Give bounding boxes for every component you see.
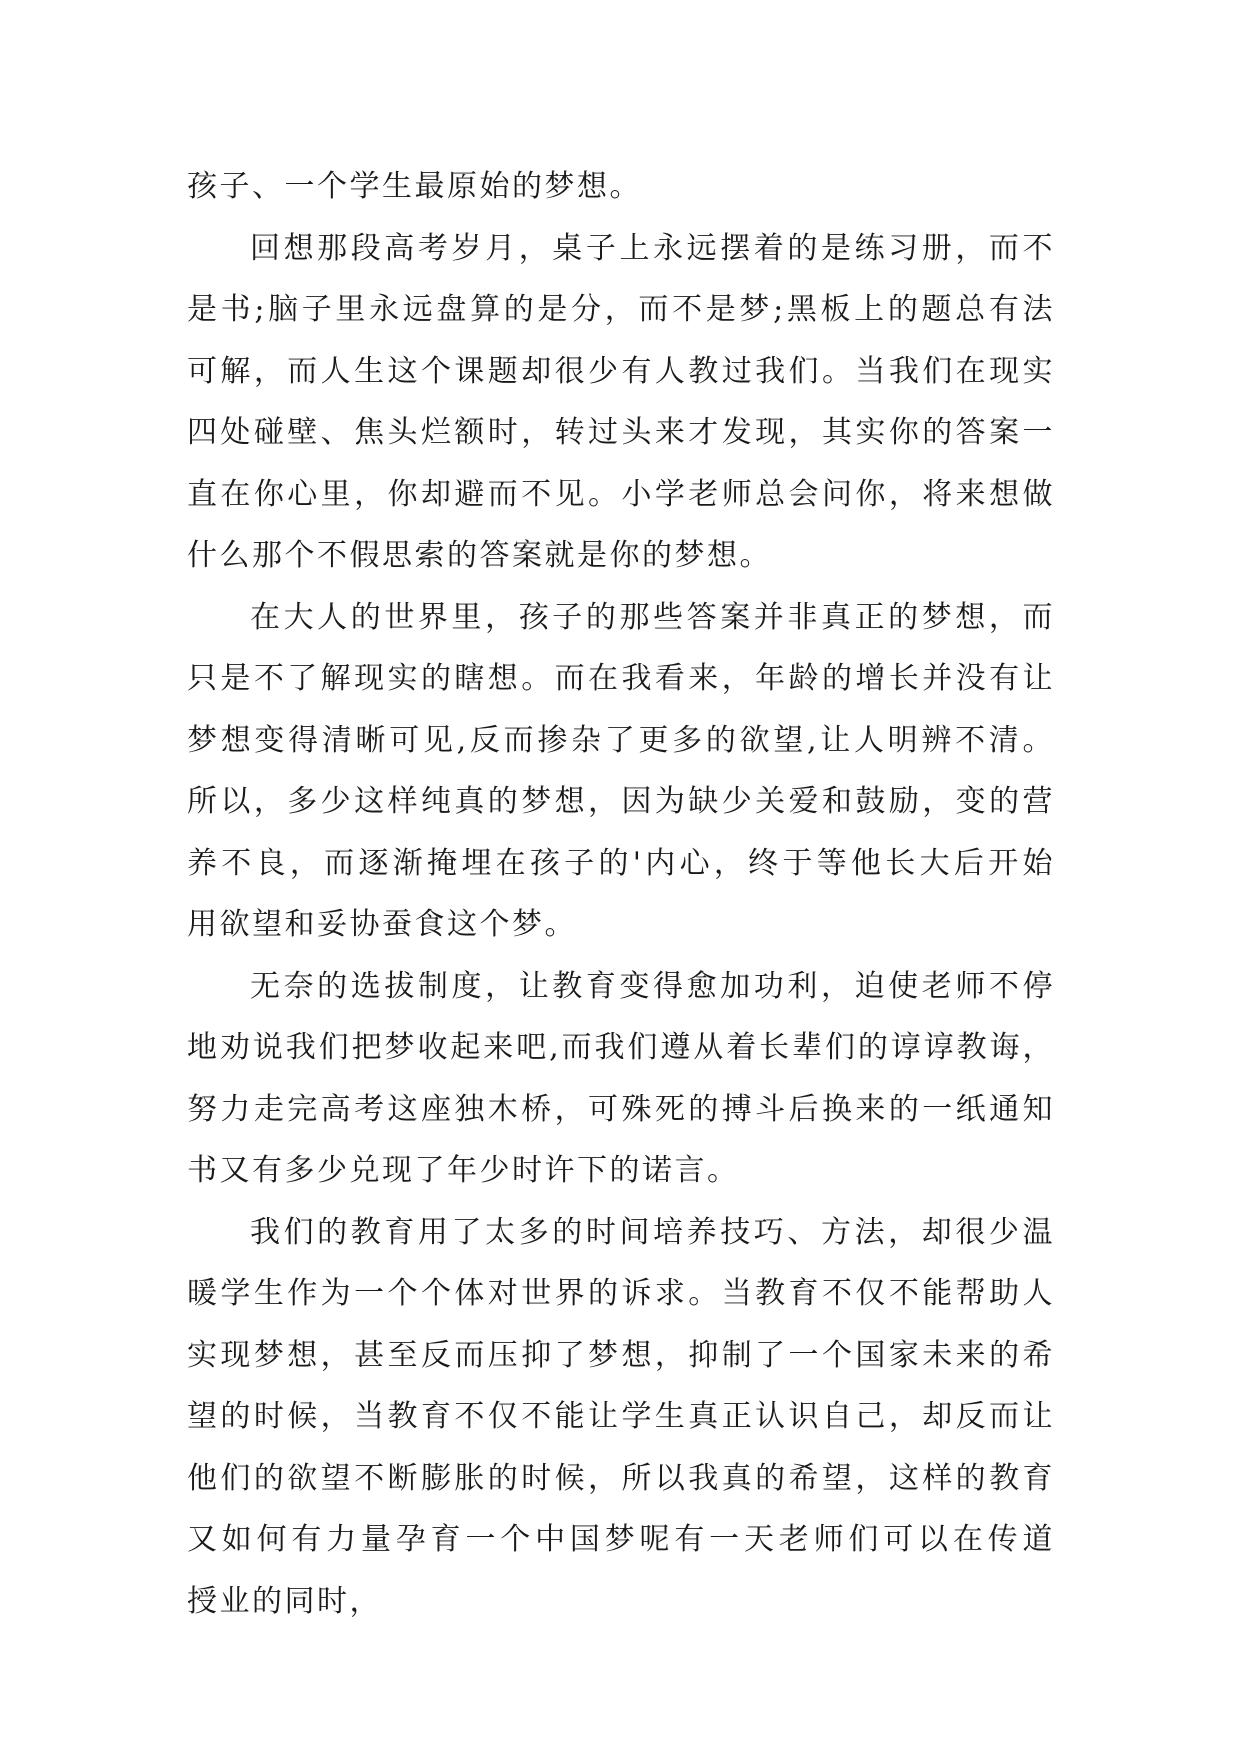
text-line: 可解，而人生这个课题却很少有人教过我们。当我们在现实 bbox=[187, 353, 1055, 389]
text-line: 孩子、一个学生最原始的梦想。 bbox=[187, 169, 642, 204]
text-line: 四处碰壁、焦头烂额时，转过头来才发现，其实你的答案一 bbox=[187, 415, 1055, 450]
text-line: 直在你心里，你却避而不见。小学老师总会问你，将来想做 bbox=[187, 476, 1055, 512]
text-line: 书又有多少兑现了年少时许下的诺言。 bbox=[187, 1153, 740, 1188]
text-line: 用欲望和妥协蚕食这个梦。 bbox=[187, 907, 577, 942]
text-line: 所以，多少这样纯真的梦想，因为缺少关爱和鼓励，变的营 bbox=[187, 784, 1055, 819]
text-line: 望的时候，当教育不仅不能让学生真正认识自己，却反而让 bbox=[187, 1399, 1055, 1434]
text-line: 养不良，而逐渐掩埋在孩子的'内心，终于等他长大后开始 bbox=[187, 845, 1055, 881]
text-line: 授业的同时， bbox=[187, 1583, 382, 1619]
text-line: 回想那段高考岁月，桌子上永远摆着的是练习册，而不 bbox=[250, 230, 1055, 266]
text-line: 梦想变得清晰可见,反而掺杂了更多的欲望,让人明辨不清。 bbox=[187, 722, 1055, 758]
body-text bbox=[187, 156, 1055, 1632]
text-line: 暖学生作为一个个体对世界的诉求。当教育不仅不能帮助人 bbox=[187, 1276, 1055, 1311]
text-line: 无奈的选拔制度，让教育变得愈加功利，迫使老师不停 bbox=[250, 968, 1055, 1004]
text-line: 在大人的世界里，孩子的那些答案并非真正的梦想，而 bbox=[250, 599, 1055, 635]
text-line: 是书;脑子里永远盘算的是分，而不是梦;黑板上的题总有法 bbox=[187, 292, 1055, 327]
text-line: 只是不了解现实的瞎想。而在我看来，年龄的增长并没有让 bbox=[187, 661, 1055, 696]
text-line: 我们的教育用了太多的时间培养技巧、方法，却很少温 bbox=[250, 1214, 1055, 1250]
text-line: 实现梦想，甚至反而压抑了梦想，抑制了一个国家未来的希 bbox=[187, 1337, 1055, 1373]
text-line: 努力走完高考这座独木桥，可殊死的搏斗后换来的一纸通知 bbox=[187, 1091, 1055, 1127]
text-line: 他们的欲望不断膨胀的时候，所以我真的希望，这样的教育 bbox=[187, 1460, 1055, 1496]
text-line: 什么那个不假思索的答案就是你的梦想。 bbox=[187, 538, 772, 573]
text-line: 地劝说我们把梦收起来吧,而我们遵从着长辈们的谆谆教诲， bbox=[187, 1030, 1055, 1065]
text-line: 又如何有力量孕育一个中国梦呢有一天老师们可以在传道 bbox=[187, 1522, 1055, 1557]
